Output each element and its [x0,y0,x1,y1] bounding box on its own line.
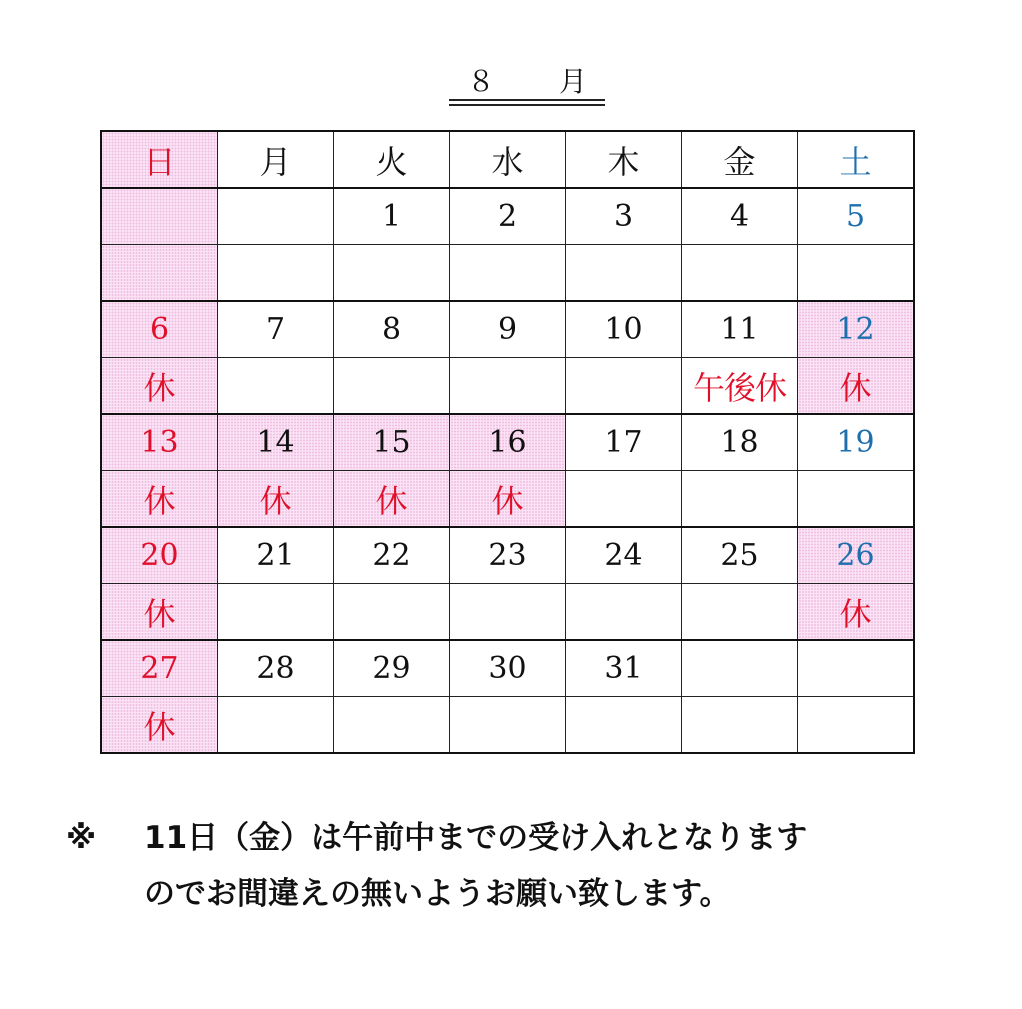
week-3-note-row [101,471,914,528]
note-cell: 休 [334,471,450,528]
weekday-wednesday: 水 [450,131,566,188]
note-cell [682,584,798,641]
footnote-line-1: 11日（金）は午前中までの受け入れとなります [144,820,808,856]
week-2-note-row [101,358,914,415]
date-cell: 17 [566,414,682,471]
note-cell [218,584,334,641]
date-cell: 5 [798,188,915,245]
date-cell: 31 [566,640,682,697]
note-cell: 休 [101,471,218,528]
note-cell: 休 [101,697,218,754]
date-cell [218,188,334,245]
date-cell: 7 [218,301,334,358]
week-2-date-row [101,301,914,358]
note-cell [450,697,566,754]
date-cell: 24 [566,527,682,584]
weekday-monday: 月 [218,131,334,188]
week-4-note-row [101,584,914,641]
note-cell: 休 [450,471,566,528]
date-cell: 23 [450,527,566,584]
note-cell [566,697,682,754]
date-cell: 29 [334,640,450,697]
week-5-date-row [101,640,914,697]
weekday-saturday: 土 [798,131,915,188]
weekday-friday: 金 [682,131,798,188]
note-cell [566,471,682,528]
note-cell [798,471,915,528]
date-cell: 16 [450,414,566,471]
weekday-tuesday: 火 [334,131,450,188]
note-cell [798,245,915,302]
date-cell: 3 [566,188,682,245]
note-cell [450,584,566,641]
week-4-date-row [101,527,914,584]
note-cell [334,245,450,302]
note-cell [566,245,682,302]
note-cell [101,245,218,302]
note-cell [566,584,682,641]
date-cell: 1 [334,188,450,245]
week-1-date-row [101,188,914,245]
date-cell: 10 [566,301,682,358]
date-cell: 26 [798,527,915,584]
week-3-date-row [101,414,914,471]
title-underline [449,104,605,106]
note-cell [682,471,798,528]
note-cell: 休 [218,471,334,528]
calendar-grid [100,130,915,754]
weekday-sunday: 日 [101,131,218,188]
date-cell: 19 [798,414,915,471]
note-cell: 休 [798,358,915,415]
note-cell [450,358,566,415]
note-cell [334,358,450,415]
note-cell: 休 [101,358,218,415]
week-5-note-row [101,697,914,754]
note-cell: 休 [101,584,218,641]
note-cell [450,245,566,302]
note-cell [566,358,682,415]
date-cell: 8 [334,301,450,358]
week-1-note-row [101,245,914,302]
note-cell [218,697,334,754]
note-cell-afternoon-off: 午後休 [682,358,798,415]
weekday-thursday: 木 [566,131,682,188]
date-cell: 20 [101,527,218,584]
title-underline [449,99,605,101]
weekday-header-row [101,131,914,188]
note-cell [798,697,915,754]
date-cell: 18 [682,414,798,471]
date-cell: 25 [682,527,798,584]
date-cell: 15 [334,414,450,471]
date-cell: 11 [682,301,798,358]
date-cell [101,188,218,245]
note-cell [218,245,334,302]
date-cell: 2 [450,188,566,245]
month-title: ８ 月 [467,65,606,98]
footnote-line-2: のでお間違えの無いようお願い致します。 [144,876,731,912]
date-cell: 6 [101,301,218,358]
note-cell: 休 [798,584,915,641]
note-cell [334,697,450,754]
reference-mark: ※ [66,820,97,856]
date-cell: 9 [450,301,566,358]
date-cell: 27 [101,640,218,697]
date-cell: 28 [218,640,334,697]
date-cell: 12 [798,301,915,358]
date-cell [798,640,915,697]
note-cell [218,358,334,415]
date-cell: 4 [682,188,798,245]
date-cell: 30 [450,640,566,697]
date-cell: 21 [218,527,334,584]
date-cell: 14 [218,414,334,471]
date-cell: 13 [101,414,218,471]
date-cell [682,640,798,697]
note-cell [334,584,450,641]
note-cell [682,697,798,754]
date-cell: 22 [334,527,450,584]
note-cell [682,245,798,302]
